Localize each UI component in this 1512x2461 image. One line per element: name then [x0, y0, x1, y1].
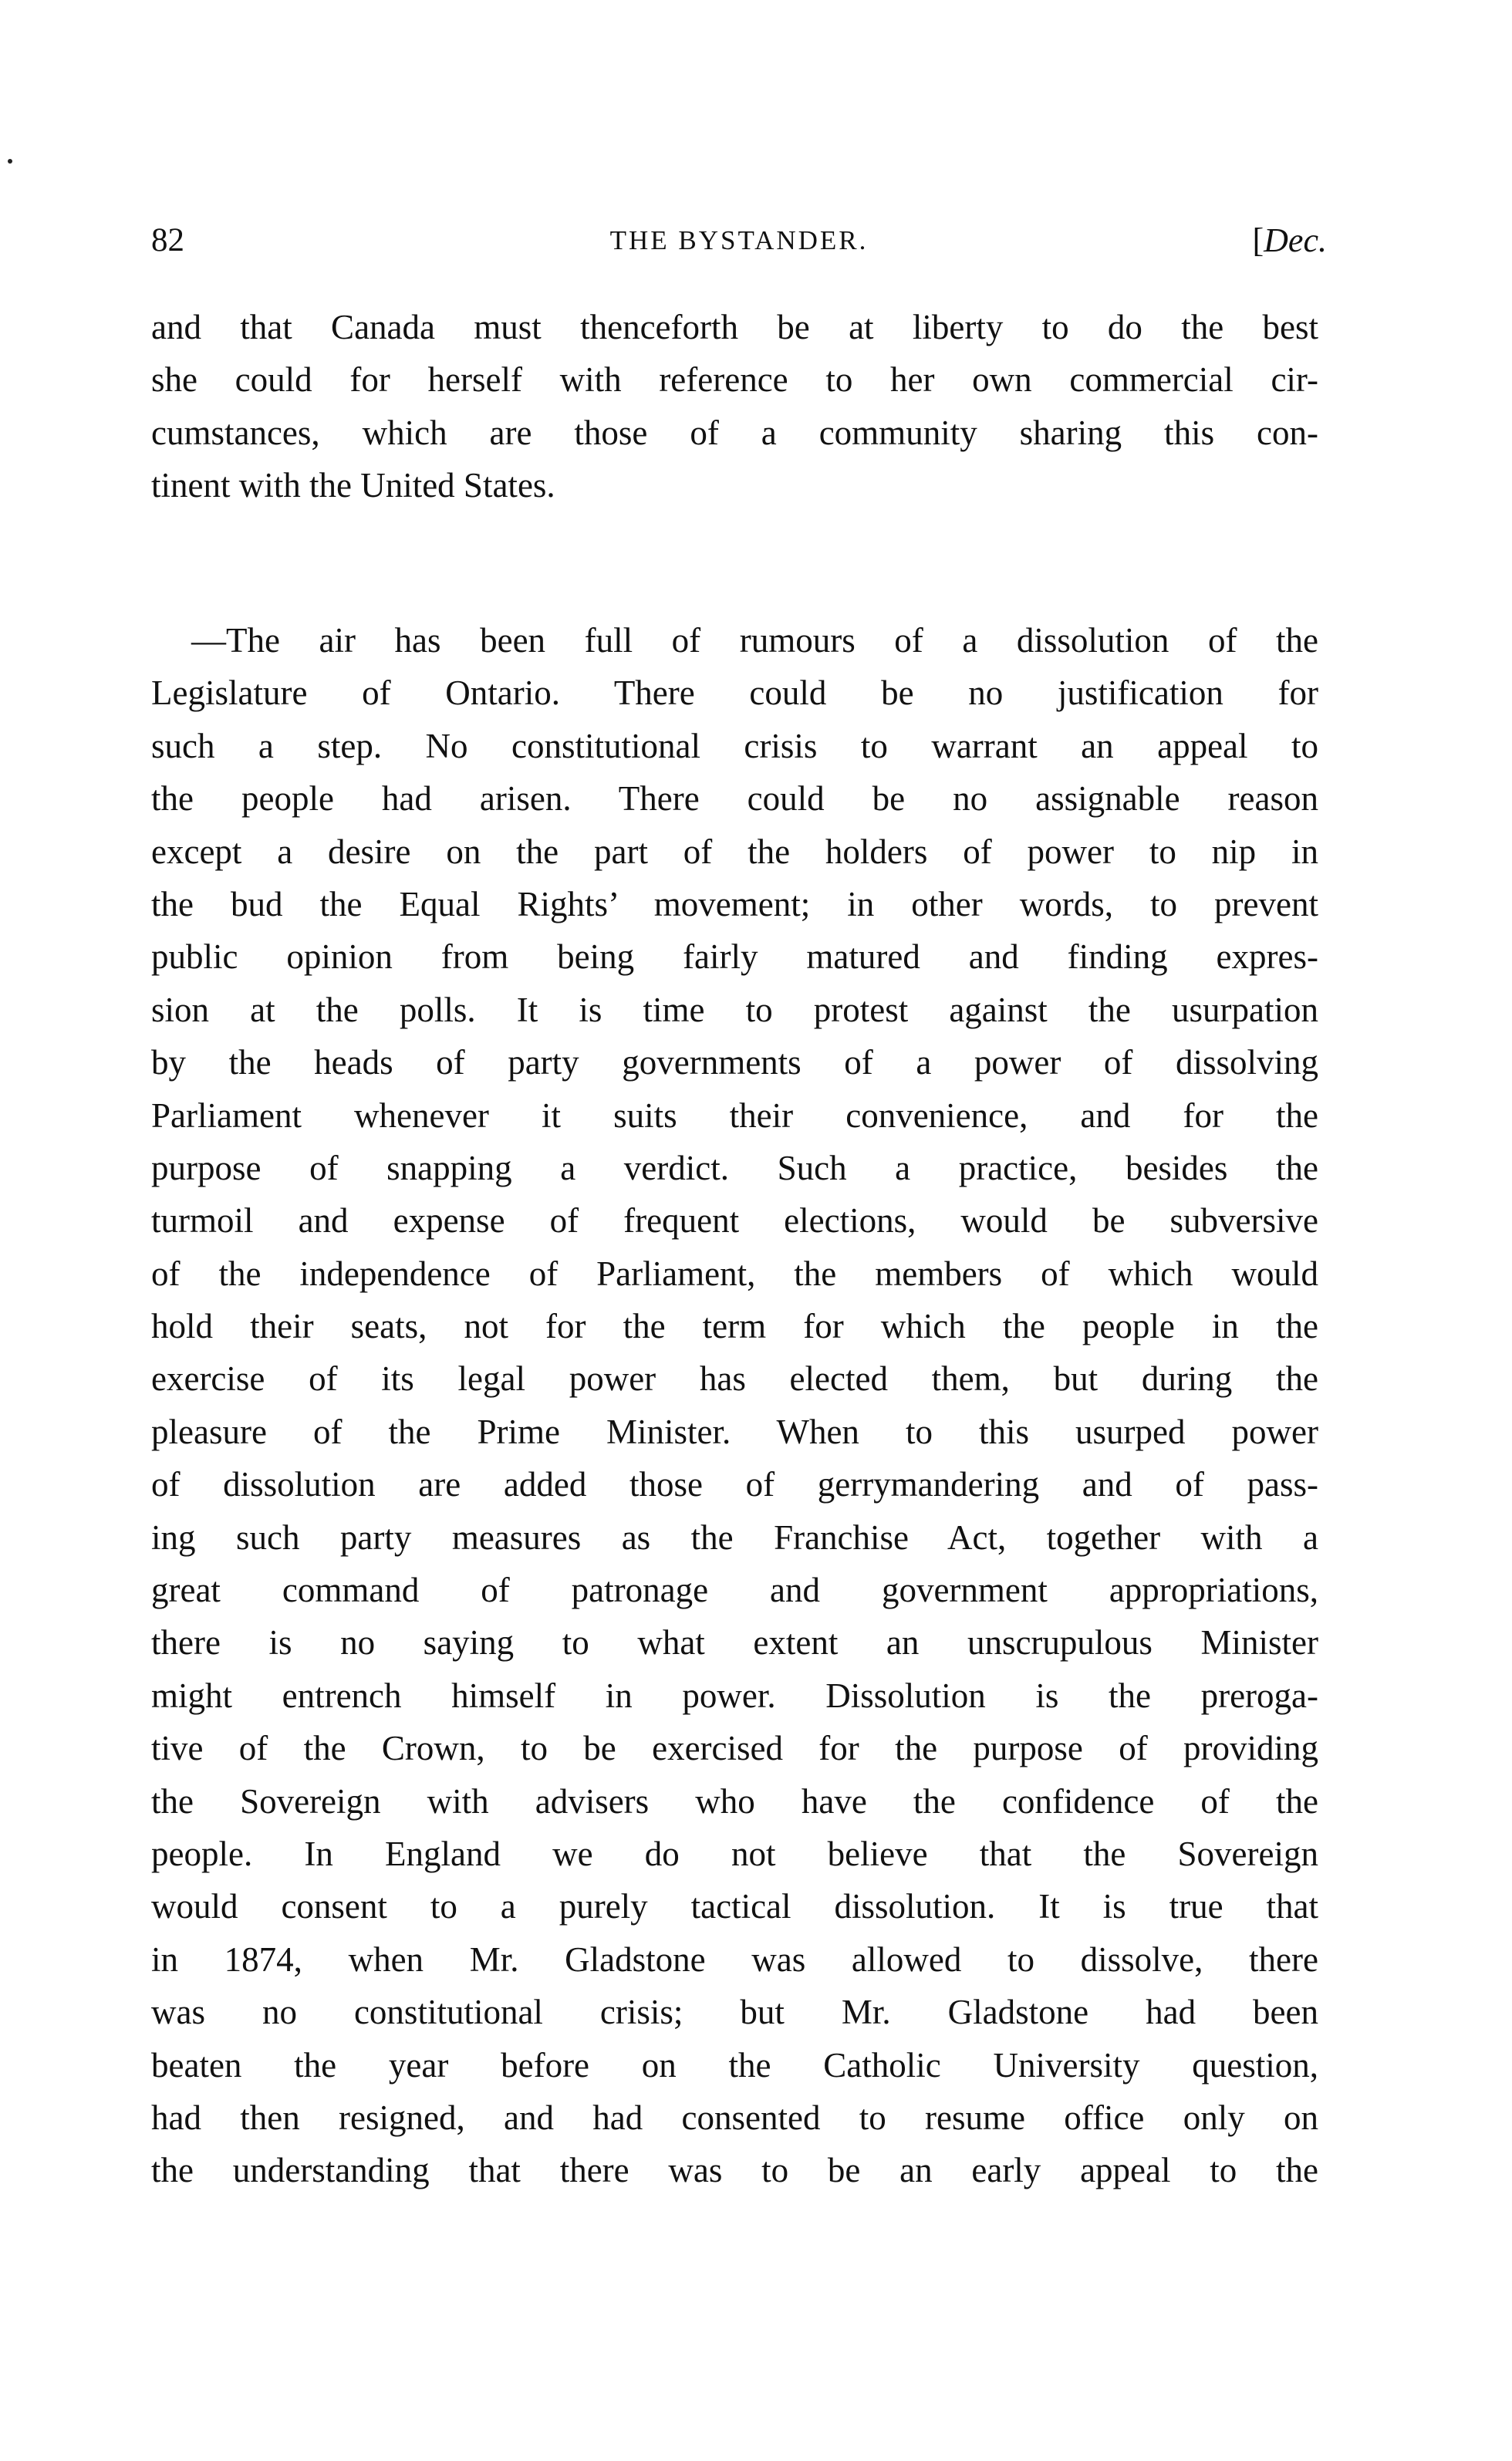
- text-line: and that Canada must thenceforth be at liberty to do the best: [151, 308, 1318, 346]
- running-head: [151, 218, 1327, 264]
- text-line: hold their seats, not for the term for which the people in the: [151, 1307, 1318, 1346]
- text-line: of the independence of Parliament, the members of which would: [151, 1254, 1318, 1293]
- text-line: had then resigned, and had consented to resume office only on: [151, 2098, 1318, 2137]
- text-line: pleasure of the Prime Minister. When to this usurped power: [151, 1412, 1318, 1451]
- month-label: Dec.: [1264, 221, 1327, 259]
- text-line: the bud the Equal Rights’ movement; in other words, to prevent: [151, 884, 1318, 923]
- stray-ink-mark: [8, 159, 12, 164]
- text-line: she could for herself with reference to her own commercial cir-: [151, 360, 1318, 400]
- running-title: THE BYSTANDER.: [609, 225, 869, 255]
- text-line: turmoil and expense of frequent elections, would be subversive: [151, 1201, 1318, 1241]
- month-bracket: [: [1252, 221, 1264, 259]
- text-line: tive of the Crown, to be exercised for the purpose of providing: [151, 1729, 1318, 1768]
- text-line: beaten the year before on the Catholic University question,: [151, 2045, 1318, 2085]
- text-line: great command of patronage and government appropriations,: [151, 1571, 1318, 1610]
- paragraph-continuation: [151, 301, 1318, 512]
- paragraph-dissolution: [151, 614, 1318, 2197]
- text-line: by the heads of party governments of a power of dissolving: [151, 1043, 1318, 1082]
- text-line: the people had arisen. There could be no assignable reason: [151, 779, 1318, 819]
- text-line: would consent to a purely tactical dissolution. It is true that: [151, 1887, 1318, 1926]
- text-line: Parliament whenever it suits their convenience, and for the: [151, 1095, 1318, 1135]
- running-month: [1253, 218, 1328, 264]
- text-line: people. In England we do not believe that the Sovereign: [151, 1834, 1318, 1873]
- text-line: except a desire on the part of the holders of power to nip in: [151, 832, 1318, 871]
- text-line: such a step. No constitutional crisis to warrant an appeal to: [151, 726, 1318, 765]
- page-number: 82: [151, 222, 184, 258]
- text-line: sion at the polls. It is time to protest against the usurpation: [151, 990, 1318, 1029]
- text-line: tinent with the United States.: [151, 466, 555, 505]
- text-line: Legislature of Ontario. There could be no justification for: [151, 673, 1318, 713]
- text-line: exercise of its legal power has elected them, but during the: [151, 1359, 1318, 1399]
- text-line: the understanding that there was to be an early appeal to the: [151, 2151, 1318, 2190]
- text-line: there is no saying to what extent an unscrupulous Minister: [151, 1623, 1318, 1663]
- text-line: might entrench himself in power. Dissolution is the preroga-: [151, 1676, 1318, 1715]
- text-line: the Sovereign with advisers who have the confidence of the: [151, 1781, 1318, 1821]
- text-line: in 1874, when Mr. Gladstone was allowed to dissolve, there: [151, 1939, 1318, 1979]
- text-line: ing such party measures as the Franchise Act, together with a: [151, 1517, 1318, 1557]
- text-line: —The air has been full of rumours of a dissolution of the: [191, 621, 1318, 660]
- text-line: purpose of snapping a verdict. Such a practice, besides the: [151, 1148, 1318, 1187]
- text-line: cumstances, which are those of a community sharing this con-: [151, 413, 1318, 452]
- text-line: was no constitutional crisis; but Mr. Gladstone had been: [151, 1993, 1318, 2032]
- text-line: public opinion from being fairly matured and finding expres-: [151, 937, 1318, 977]
- text-line: of dissolution are added those of gerrymandering and of pass-: [151, 1465, 1318, 1504]
